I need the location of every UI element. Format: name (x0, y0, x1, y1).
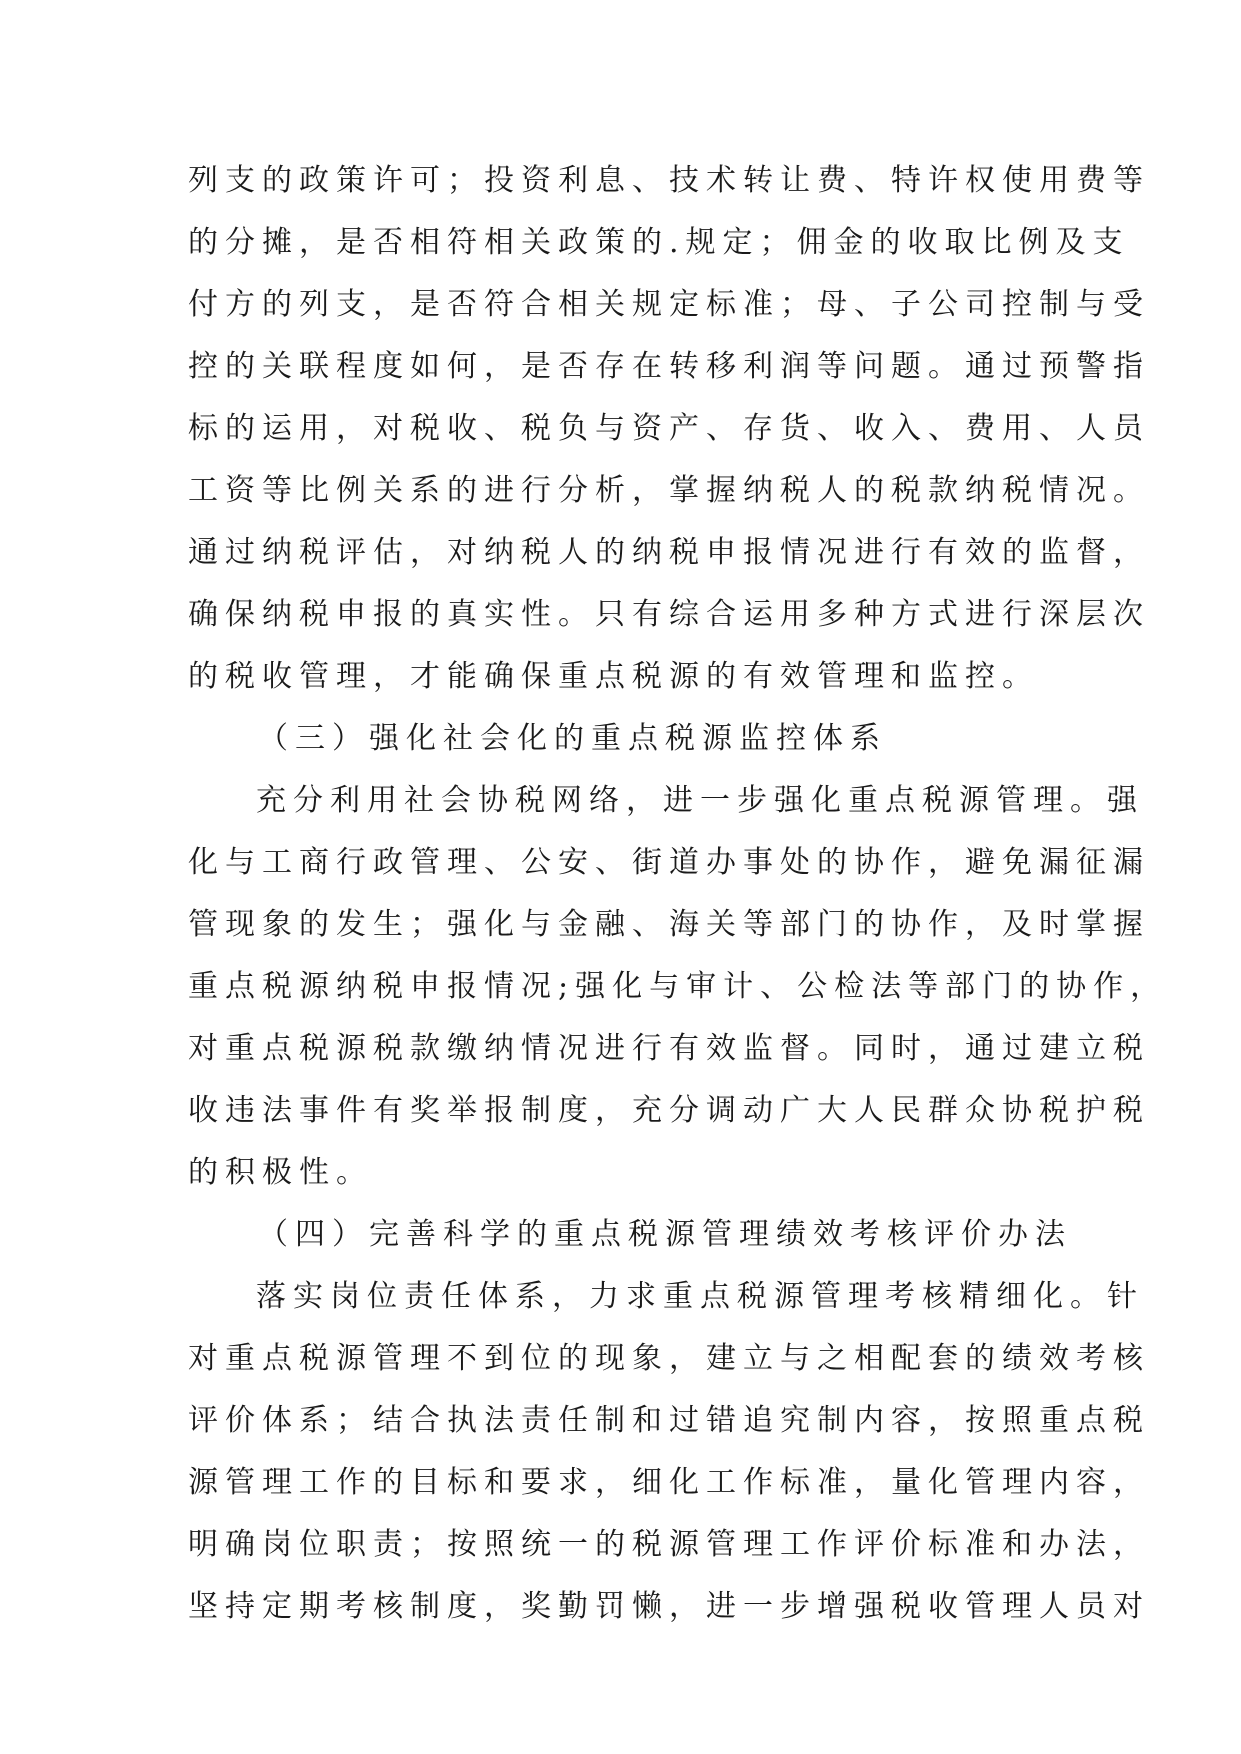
body-text-line: 控的关联程度如何，是否存在转移利润等问题。通过预警指 (188, 349, 1150, 384)
section-heading-4: （四）完善科学的重点税源管理绩效考核评价办法 (258, 1217, 1072, 1252)
body-text-line: 源管理工作的目标和要求，细化工作标准，量化管理内容， (188, 1465, 1150, 1500)
body-text-line: 重点税源纳税申报情况;强化与审计、公检法等部门的协作， (188, 969, 1168, 1004)
paragraph-first-line: 充分利用社会协税网络，进一步强化重点税源管理。强 (256, 783, 1144, 818)
body-text-line: 管现象的发生；强化与金融、海关等部门的协作，及时掌握 (188, 907, 1150, 942)
section-heading-3: （三）强化社会化的重点税源监控体系 (258, 721, 887, 756)
body-text-line: 对重点税源管理不到位的现象，建立与之相配套的绩效考核 (188, 1341, 1150, 1376)
body-text-line: 收违法事件有奖举报制度，充分调动广大人民群众协税护税 (188, 1093, 1150, 1128)
paragraph-first-line: 落实岗位责任体系，力求重点税源管理考核精细化。针 (256, 1279, 1144, 1314)
body-text-line: 付方的列支，是否符合相关规定标准；母、子公司控制与受 (188, 287, 1150, 322)
body-text-line: 化与工商行政管理、公安、街道办事处的协作，避免漏征漏 (188, 845, 1150, 880)
body-text-line: 确保纳税申报的真实性。只有综合运用多种方式进行深层次 (188, 597, 1150, 632)
body-text-line: 的积极性。 (188, 1155, 373, 1190)
body-text-line: 坚持定期考核制度，奖勤罚懒，进一步增强税收管理人员对 (188, 1589, 1150, 1624)
body-text-line: 的分摊，是否相符相关政策的.规定；佣金的收取比例及支 (188, 225, 1130, 260)
document-body (188, 150, 1168, 1638)
body-text-line: 工资等比例关系的进行分析，掌握纳税人的税款纳税情况。 (188, 473, 1150, 508)
body-text-line: 列支的政策许可；投资利息、技术转让费、特许权使用费等 (188, 163, 1150, 198)
body-text-line: 标的运用，对税收、税负与资产、存货、收入、费用、人员 (188, 411, 1150, 446)
body-text-line: 的税收管理，才能确保重点税源的有效管理和监控。 (188, 659, 1039, 694)
body-text-line: 对重点税源税款缴纳情况进行有效监督。同时，通过建立税 (188, 1031, 1150, 1066)
body-text-line: 明确岗位职责；按照统一的税源管理工作评价标准和办法， (188, 1527, 1150, 1562)
body-text-line: 评价体系；结合执法责任制和过错追究制内容，按照重点税 (188, 1403, 1150, 1438)
body-text-line: 通过纳税评估，对纳税人的纳税申报情况进行有效的监督， (188, 535, 1150, 570)
